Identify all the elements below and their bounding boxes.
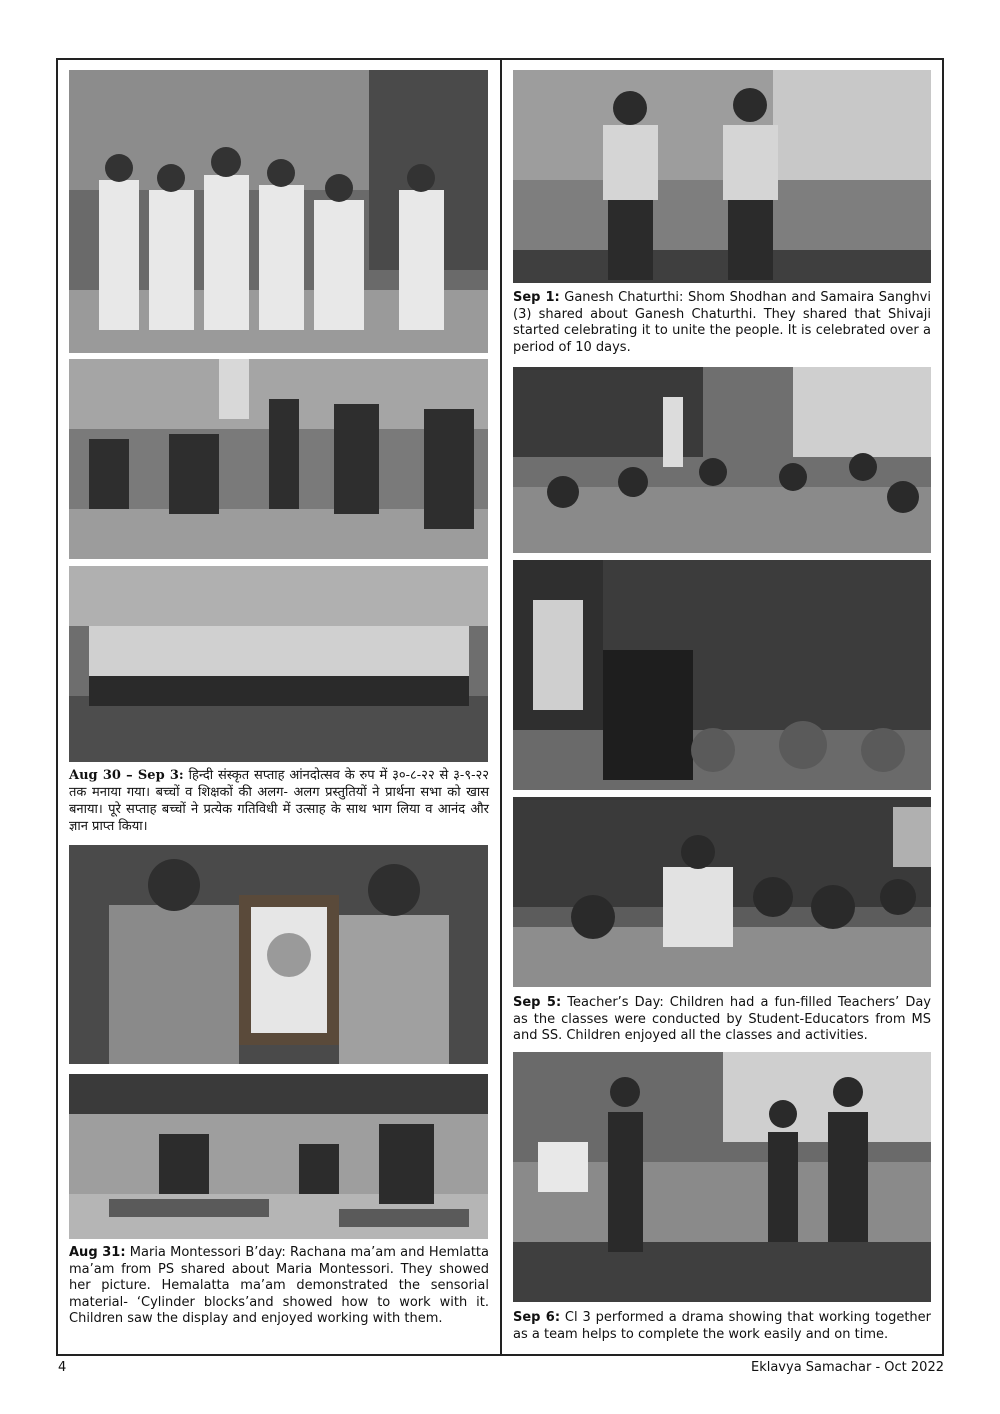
caption-sep5-text: Teacher’s Day: Children had a fun-filled Teachers’ Day as the classes were conducted by Student-Educators from MS and SS. Children enjoyed all the classes and activities. — [513, 995, 931, 1043]
caption-sep6 — [513, 1310, 931, 1343]
photo-classroom-teachers — [513, 367, 931, 553]
photo-class-choir — [69, 566, 488, 762]
caption-sep1-date: Sep 1: — [513, 290, 560, 305]
photo-montessori-portrait — [69, 845, 488, 1064]
caption-aug30 — [69, 767, 489, 835]
photo-teachers-day — [513, 797, 931, 987]
photo-blackboard-lesson — [513, 560, 931, 790]
caption-aug30-text: हिन्दी संस्कृत सप्ताह आंनदोत्सव के रुप में ३०-८-२२ से ३-९-२२ तक मनाया गया। बच्चों व शिक्षकों की अलग- अलग प्रस्तुतियों ने प्रार्थना सभा को खास बनाया। पूरे सप्ताह बच्चों ने प्रत्येक गतिविधी में उत्साह के साथ भाग लिया व आनंद और ज्ञान प्राप्त किया। — [69, 768, 489, 834]
photo-cylinder-blocks — [69, 1074, 488, 1239]
photo-teachers-assembly — [69, 359, 488, 559]
page-number: 4 — [58, 1360, 67, 1375]
photo-drama-performance — [513, 1052, 931, 1302]
caption-sep1 — [513, 290, 931, 356]
caption-sep5 — [513, 995, 931, 1045]
column-divider — [500, 58, 502, 1356]
caption-sep6-text: Cl 3 performed a drama showing that working together as a team helps to complete the work easily and on time. — [513, 1310, 932, 1342]
caption-sep1-text: Ganesh Chaturthi: Shom Shodhan and Samaira Sanghvi (3) shared about Ganesh Chaturthi. They shared that Shivaji started celebrating it to unite the people. It is celebrated over a period of 10 days. — [513, 290, 931, 355]
photo-ganesh-chaturthi — [513, 70, 931, 283]
publication-footer: Eklavya Samachar - Oct 2022 — [750, 1360, 944, 1375]
caption-aug30-date: Aug 30 – Sep 3: — [69, 768, 184, 783]
caption-aug31-date: Aug 31: — [69, 1245, 126, 1260]
photo-students-singing — [69, 70, 488, 353]
caption-sep6-date: Sep 6: — [513, 1310, 561, 1325]
caption-aug31-text: Maria Montessori B’day: Rachana ma’am and Hemlatta ma’am from PS shared about Maria Montessori. They showed her picture. Hemalatta ma’am demonstrated the sensorial material- ‘Cylinder blocks’and showed how to work with it. Children saw the display and enjoyed working with them. — [69, 1245, 489, 1326]
caption-aug31 — [69, 1245, 489, 1328]
caption-sep5-date: Sep 5: — [513, 995, 562, 1010]
